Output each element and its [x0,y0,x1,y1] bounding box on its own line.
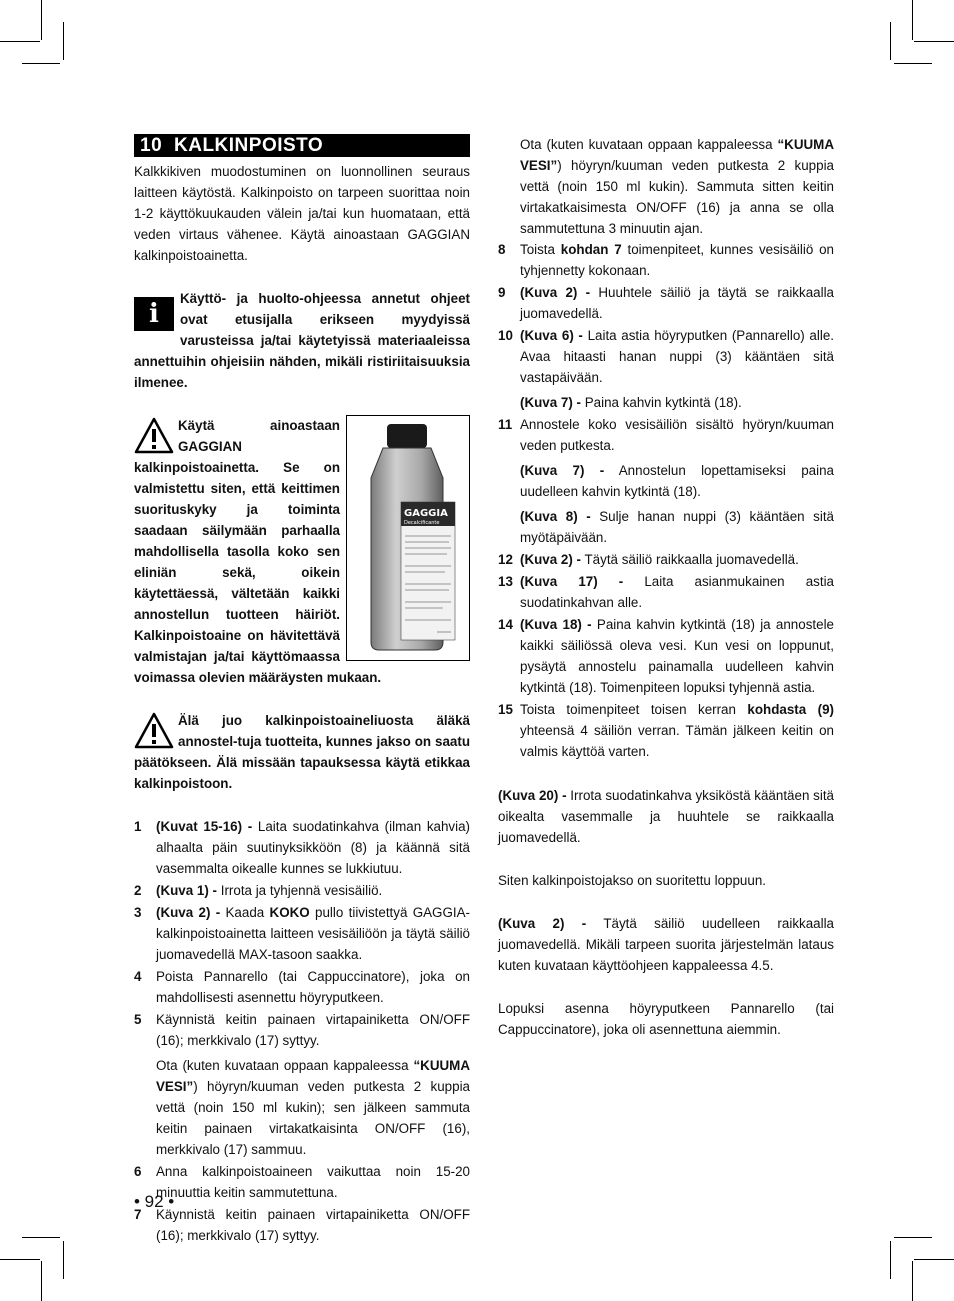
crop-mark [0,41,40,42]
crop-mark [914,1259,954,1260]
section-title: KALKINPOISTO [174,135,324,156]
crop-mark [41,0,42,40]
crop-mark [914,41,954,42]
step-10-sub: (Kuva 7) - Paina kahvin kytkintä (18). [520,395,742,410]
crop-mark [63,1241,64,1279]
step-item: 2 (Kuva 1) - Irrota ja tyhjennä vesisäiliö. [134,883,383,898]
step-item: 14 (Kuva 18) - Paina kahvin kytkintä (18) ja annostele kaikki säiliössä oleva vesi. Kun vesi on loppunut, pysäytä annostelu painamalla uudelleen kahvin kytkintä (18). Toimenpiteen lopuksi tyhjennä astia. [498,617,834,695]
crop-mark [890,1241,891,1279]
crop-mark [22,63,60,64]
section-heading [134,134,470,157]
warning-triangle-icon [134,712,174,750]
step-item: 15 Toista toimenpiteet toisen kerran kohdasta (9) yhteensä 4 säiliön verran. Tämän jälkeen keitin on valmis käyttöä varten. [498,702,835,759]
page-number: • 92 • [134,1192,175,1211]
bottle-illustration [347,416,469,660]
warning-notice-2 [134,710,470,794]
step-item: 6 Anna kalkinpoistoaineen vaikuttaa noin 15-20 minuuttia keitin sammutettuna. [134,1164,470,1200]
crop-mark [912,1261,913,1301]
step-item: 10 (Kuva 6) - Laita astia höyryputken (Pannarello) alle. Avaa hitaasti hanan nuppi (3) kääntäen sitä vastapäivään. (Kuva 7) - Paina kahvin kytkintä (18). [498,325,834,413]
crop-mark [22,1237,60,1238]
crop-mark [912,0,913,40]
crop-mark [894,63,932,64]
crop-mark [894,1237,932,1238]
step-11-sub-2: (Kuva 8) - Sulje hanan nuppi (3) kääntäen sitä myötäpäivään. [520,509,834,545]
warning-1-text: Käytä ainoastaan GAGGIAN kalkinpoistoainetta. Se on valmistettu siten, että keittimen suorituskyky ja toiminta saadaan säilymään parhaalla mahdollisella tasolla koko sen eliniän sekä, oikein käytettäessä, vältetään kaikki annostellun tuotteen häiriöt. Kalkinpoistoaine on hävitettävä valmistajan ja/tai käyttömaassa voimassa olevien määräysten mukaan. [134,418,382,685]
crop-mark [63,22,64,60]
step-5-extra: Ota (kuten kuvataan oppaan kappaleessa “KUUMA VESI”) höyryn/kuuman veden putkesta 2 kuppia vettä (noin 150 ml kukin); sen jälkeen sammuta keitin painaen virtakatkaisinta ON/OFF (16), merkkivalo (17) sammuu. [156,1058,470,1157]
warning-2-text: Älä juo kalkinpoistoaineliuosta äläkä annostel-tuja tuotteita, kunnes jakso on saatu päätökseen. Älä missään tapauksessa käytä etikkaa kalkinpoistoon. [134,713,470,791]
info-note-text: Käyttö- ja huolto-ohjeessa annetut ohjeet ovat etusijalla erikseen myydyissä varusteissa ja/tai käytetyissä materiaaleissa annettuihin ohjeisiin nähden, mikäli ristiriitaisuuksia ilmenee. [134,291,470,390]
bottle-brand: GAGGIA [404,508,448,519]
step-7-continuation: Ota (kuten kuvataan oppaan kappaleessa “KUUMA VESI”) höyryn/kuuman veden putkesta 2 kuppia vettä (noin 150 ml kukin). Sammuta sitten keitin virtakatkaisimesta ON/OFF (16) ja anna se olla sammutettuna 3 minuutin ajan. [520,137,834,236]
step-item: 7 Käynnistä keitin painaen virtapainiketta ON/OFF (16); merkkivalo (17) syttyy. [134,1207,470,1243]
steps-list-right [498,239,834,762]
section-number: 10 [140,135,163,156]
info-icon: i [134,297,174,331]
completion-paragraph: Siten kalkinpoistojakso on suoritettu loppuun. [498,873,766,888]
step-item: 1 (Kuvat 15-16) - Laita suodatinkahva (ilman kahvia) alhaalta päin suutinyksikköön (8) ja käännä sitä vasemmalta oikealle kunnes se lukkiutuu. [134,819,470,876]
crop-mark [0,1259,40,1260]
step-11-sub-1: (Kuva 7) - Annostelun lopettamiseksi paina uudelleen kahvin kytkintä (18). [520,463,834,499]
kuva-2-paragraph: (Kuva 2) - Täytä säiliö uudelleen raikkaalla juomavedellä. Mikäli tarpeen suorita järjestelmän lataus kuten kuvataan käyttöohjeen kappaleessa 4.5. [498,916,834,973]
step-item: 11 Annostele koko vesisäiliön sisältö hyöryn/kuuman veden putkesta. (Kuva 7) - Annostelun lopettamiseksi paina uudelleen kahvin kytkintä (18). (Kuva 8) - Sulje hanan nuppi (3) kääntäen sitä myötäpäivään. [498,414,834,548]
step-item: 8 Toista kohdan 7 toimenpiteet, kunnes vesisäiliö on tyhjennetty kokonaan. [498,242,834,278]
warning-notice-1 [134,415,470,688]
bottle-product: Decalcificante [404,520,440,526]
steps-list-left [134,816,470,1246]
crop-mark [41,1261,42,1301]
intro-paragraph: Kalkkikiven muodostuminen on luonnollinen seuraus laitteen käytöstä. Kalkinpoisto on tarpeen suorittaa noin 1-2 käyttökuukauden välein ja/tai kun huomataan, että veden virtaus vähenee. Käytä ainoastaan GAGGIAN kalkinpoistoainetta. [134,164,470,263]
step-item: 4 Poista Pannarello (tai Cappuccinatore), joka on mahdollisesti asennettu höyryputkeen. [134,969,470,1005]
info-notice [134,288,470,393]
step-item: 5 Käynnistä keitin painaen virtapainiketta ON/OFF (16); merkkivalo (17) syttyy. Ota (kuten kuvataan oppaan kappaleessa “KUUMA VESI”) höyryn/kuuman veden putkesta 2 kuppia vettä (noin 150 ml kukin); sen jälkeen sammuta keitin painaen virtakatkaisinta ON/OFF (16), merkkivalo (17) sammuu. [134,1009,470,1160]
left-column [134,134,470,1247]
kuva-20-paragraph: (Kuva 20) - Irrota suodatinkahva yksiköstä kääntäen sitä oikealta vasemmalle ja huuhtele se raikkaalla juomavedellä. [498,788,834,845]
step-item: 12 (Kuva 2) - Täytä säiliö raikkaalla juomavedellä. [498,552,799,567]
step-item: 13 (Kuva 17) - Laita asianmukainen astia suodatinkahvan alle. [498,574,834,610]
step-item: 9 (Kuva 2) - Huuhtele säiliö ja täytä se raikkaalla juomavedellä. [498,285,834,321]
right-column [498,134,834,1040]
warning-triangle-icon [134,417,174,455]
decalcifier-bottle-figure [346,415,470,661]
crop-mark [890,22,891,60]
final-paragraph: Lopuksi asenna höyryputkeen Pannarello (tai Cappuccinatore), joka oli asennettuna aiemmin. [498,1001,834,1037]
step-item: 3 (Kuva 2) - Kaada KOKO pullo tiivistettyä GAGGIA-kalkinpoistoainetta laitteen vesisäiliöön ja täytä säiliö juomavedellä MAX-tasoon saakka. [134,905,471,962]
